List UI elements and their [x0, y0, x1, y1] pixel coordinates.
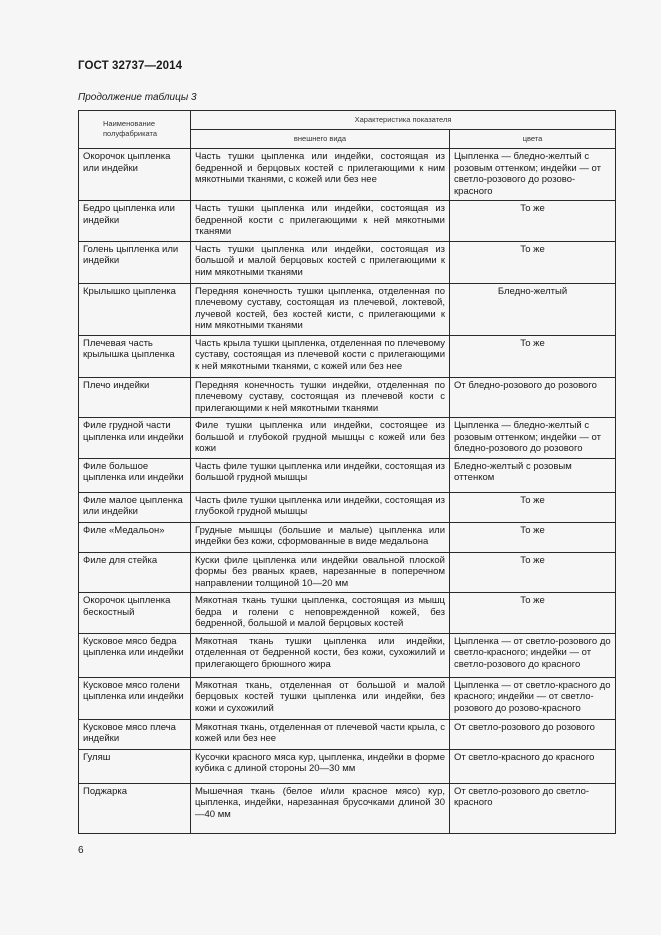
table-row [79, 719, 616, 749]
cell-product-name: Поджарка [79, 783, 191, 833]
cell-product-name: Филе «Медальон» [79, 522, 191, 552]
cell-appearance: Филе тушки цыпленка или индейки, состоящее из большой и глубокой грудной мышцы с кожей или без кожи [191, 418, 450, 459]
cell-product-name: Филе большое цыпленка или индейки [79, 458, 191, 492]
cell-appearance: Кусочки красного мяса кур, цыпленка, индейки в форме кубика с длиной стороны 20—30 мм [191, 749, 450, 783]
cell-appearance: Часть тушки цыпленка или индейки, состоящая из бедренной кости с прилегающими к ней мякотными тканями [191, 201, 450, 242]
cell-color: От бледно-розового до розового [450, 377, 616, 418]
page-number: 6 [78, 845, 84, 856]
cell-color: То же [450, 201, 616, 242]
cell-product-name: Крылышко цыпленка [79, 283, 191, 335]
cell-appearance: Мякотная ткань тушки цыпленка, состоящая из мышц бедра и голени с неповрежденной кожей, без бедренной, большой и малой берцовых костей [191, 593, 450, 634]
cell-color: То же [450, 335, 616, 377]
cell-color: От светло-розового до светло-красного [450, 783, 616, 833]
cell-product-name: Филе грудной части цыпленка или индейки [79, 418, 191, 459]
cell-appearance: Мякотная ткань, отделенная от плечевой части крыла, с кожей или без нее [191, 719, 450, 749]
cell-color: То же [450, 593, 616, 634]
table-row [79, 552, 616, 593]
cell-appearance: Мякотная ткань тушки цыпленка или индейки, отделенная от бедренной кости, без кожи, сухожилий и прилегающего брюшного жира [191, 633, 450, 677]
table-row [79, 283, 616, 335]
cell-product-name: Плечевая часть крылышка цыпленка [79, 335, 191, 377]
cell-appearance: Передняя конечность тушки индейки, отделенная по плечевому суставу, состоящая из плечевой кости с прилегающими к ней мякотными тканями [191, 377, 450, 418]
cell-appearance: Часть филе тушки цыпленка или индейки, состоящая из глубокой грудной мышцы [191, 492, 450, 522]
cell-color: Цыпленка — бледно-желтый с розовым оттенком; индейки — от бледно-розового до розового [450, 418, 616, 459]
cell-product-name: Филе для стейка [79, 552, 191, 593]
header-name: Наименование полуфабриката [79, 111, 191, 149]
cell-appearance: Часть тушки цыпленка или индейки, состоящая из бедренной и берцовых костей с прилегающими к ним мякотными тканями, с кожей или без нее [191, 149, 450, 201]
cell-appearance: Передняя конечность тушки цыпленка, отделенная по плечевому суставу, состоящая из плечевой, локтевой, лучевой костей, без костей кисти, с прилегающими к ним мякотными тканями [191, 283, 450, 335]
table-row [79, 377, 616, 418]
cell-appearance: Грудные мышцы (большие и малые) цыпленка или индейки без кожи, сформованные в виде медальона [191, 522, 450, 552]
table-row [79, 241, 616, 283]
table-row [79, 492, 616, 522]
table-row [79, 783, 616, 833]
table-row [79, 418, 616, 459]
cell-product-name: Голень цыпленка или индейки [79, 241, 191, 283]
header-color: цвета [450, 130, 616, 149]
table-caption: Продолжение таблицы 3 [78, 92, 197, 103]
table-row [79, 149, 616, 201]
cell-color: То же [450, 492, 616, 522]
cell-product-name: Филе малое цыпленка или индейки [79, 492, 191, 522]
cell-appearance: Часть тушки цыпленка или индейки, состоящая из большой и малой берцовых костей с прилегающими к ним мякотными тканями [191, 241, 450, 283]
cell-appearance: Мякотная ткань, отделенная от большой и малой берцовых костей тушки цыпленка или индейки, без кожи и сухожилий [191, 677, 450, 719]
cell-color: Бледно-желтый с розовым оттенком [450, 458, 616, 492]
cell-color: От светло-розового до розового [450, 719, 616, 749]
cell-product-name: Гуляш [79, 749, 191, 783]
cell-color: Цыпленка — бледно-желтый с розовым оттенком; индейки — от светло-розового до розово-красного [450, 149, 616, 201]
cell-color: Бледно-желтый [450, 283, 616, 335]
cell-color: От светло-красного до красного [450, 749, 616, 783]
table-row [79, 335, 616, 377]
cell-appearance: Мышечная ткань (белое и/или красное мясо) кур, цыпленка, индейки, нарезанная брусочками длиной 30—40 мм [191, 783, 450, 833]
table-row [79, 522, 616, 552]
cell-color: Цыпленка — от светло-розового до светло-красного; индейки — от светло-розового до красного [450, 633, 616, 677]
header-appearance: внешнего вида [191, 130, 450, 149]
document-title: ГОСТ 32737—2014 [78, 60, 183, 72]
cell-product-name: Окорочок цыпленка или индейки [79, 149, 191, 201]
table-row [79, 593, 616, 634]
table-row [79, 201, 616, 242]
cell-appearance: Часть крыла тушки цыпленка, отделенная по плечевому суставу, состоящая из плечевой кости с прилегающими к ней мякотными тканями, с кожей или без нее [191, 335, 450, 377]
cell-product-name: Плечо индейки [79, 377, 191, 418]
cell-appearance: Куски филе цыпленка или индейки овальной плоской формы без рваных краев, нарезанные в поперечном направлении толщиной 10—20 мм [191, 552, 450, 593]
cell-color: То же [450, 241, 616, 283]
cell-color: Цыпленка — от светло-красного до красного; индейки — от светло-розового до розово-красного [450, 677, 616, 719]
cell-product-name: Бедро цыпленка или индейки [79, 201, 191, 242]
cell-product-name: Окорочок цыпленка бескостный [79, 593, 191, 634]
cell-product-name: Кусковое мясо плеча индейки [79, 719, 191, 749]
cell-color: То же [450, 522, 616, 552]
product-characteristics-table [78, 110, 616, 834]
header-group: Характеристика показателя [191, 111, 616, 130]
cell-product-name: Кусковое мясо бедра цыпленка или индейки [79, 633, 191, 677]
cell-color: То же [450, 552, 616, 593]
table-row [79, 633, 616, 677]
cell-appearance: Часть филе тушки цыпленка или индейки, состоящая из большой грудной мышцы [191, 458, 450, 492]
table-row [79, 677, 616, 719]
table-row [79, 749, 616, 783]
cell-product-name: Кусковое мясо голени цыпленка или индейки [79, 677, 191, 719]
table-header-row [79, 111, 616, 130]
table-row [79, 458, 616, 492]
